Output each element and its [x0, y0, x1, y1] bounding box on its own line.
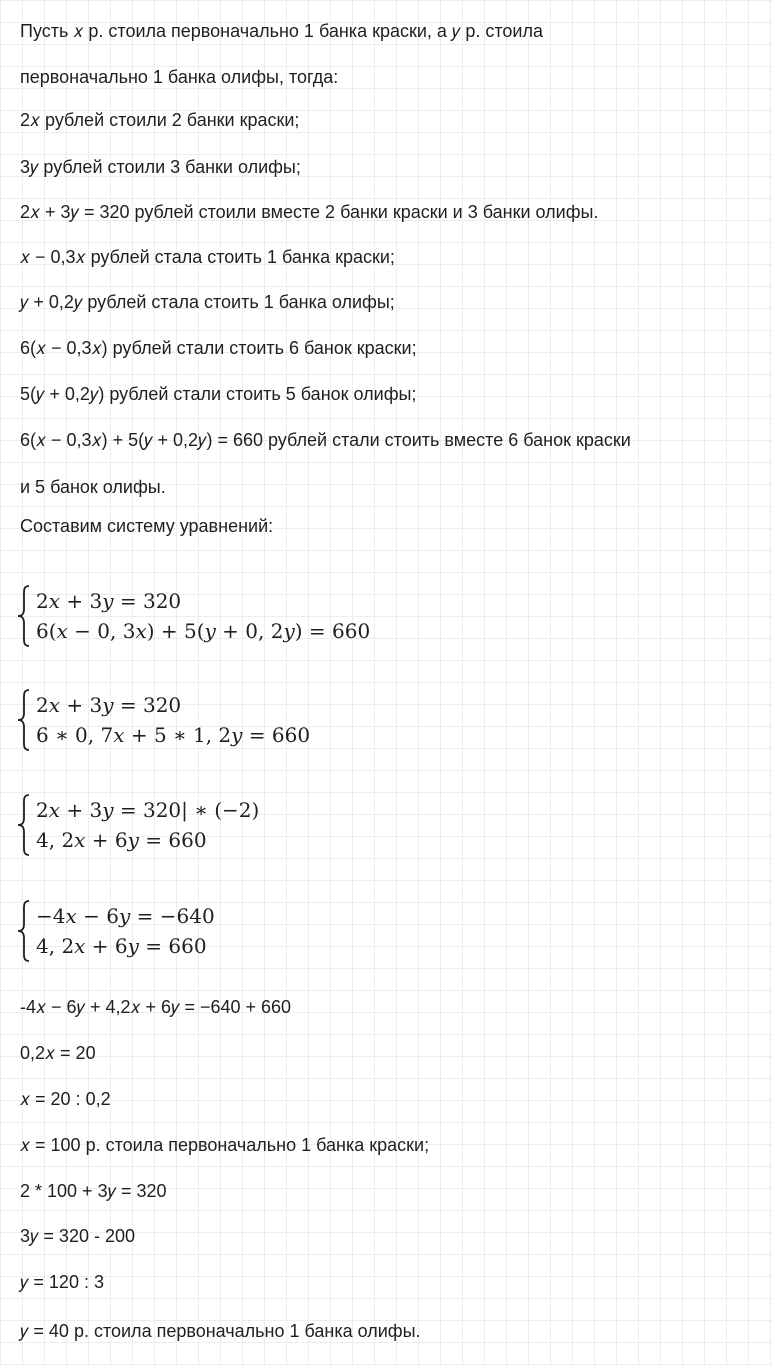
solution-line-8: 𝑦 = 40 р. стоила первоначально 1 банка олифы.: [20, 1321, 421, 1341]
equation-2: 6 ∗ 0, 7𝑥 + 5 ∗ 1, 2𝑦 = 660: [36, 723, 311, 747]
text-line-3: 2𝑥 рублей стоили 2 банки краски;: [20, 110, 300, 130]
brace-icon: [16, 585, 32, 647]
solution-line-5: 2 * 100 + 3𝑦 = 320: [20, 1181, 167, 1201]
equation-2: 4, 2𝑥 + 6𝑦 = 660: [36, 934, 207, 958]
solution-line-6: 3𝑦 = 320 - 200: [20, 1226, 135, 1246]
equation-1: 2𝑥 + 3𝑦 = 320: [36, 693, 182, 717]
text-line-6: 𝑥 − 0,3𝑥 рублей стала стоить 1 банка краски;: [20, 247, 395, 267]
text-line-5: 2𝑥 + 3𝑦 = 320 рублей стоили вместе 2 банки краски и 3 банки олифы.: [20, 202, 599, 222]
text-line-12: Составим систему уравнений:: [20, 516, 274, 536]
equation-system-4: [16, 900, 576, 964]
equation-system-3: [16, 794, 576, 858]
text-line-11: и 5 банок олифы.: [20, 477, 166, 497]
equation-system-2: [16, 689, 576, 753]
solution-line-1: -4𝑥 − 6𝑦 + 4,2𝑥 + 6𝑦 = −640 + 660: [20, 997, 292, 1017]
solution-line-3: 𝑥 = 20 : 0,2: [20, 1089, 111, 1109]
brace-icon: [16, 794, 32, 856]
equation-1: −4𝑥 − 6𝑦 = −640: [36, 904, 215, 928]
equation-system-1: [16, 585, 576, 649]
equation-2: 6(𝑥 − 0, 3𝑥) + 5(𝑦 + 0, 2𝑦) = 660: [36, 619, 371, 643]
solution-line-2: 0,2𝑥 = 20: [20, 1043, 96, 1063]
text-line-8: 6(𝑥 − 0,3𝑥) рублей стали стоить 6 банок краски;: [20, 338, 417, 358]
equation-2: 4, 2𝑥 + 6𝑦 = 660: [36, 828, 207, 852]
solution-line-7: 𝑦 = 120 : 3: [20, 1272, 104, 1292]
text-line-10: 6(𝑥 − 0,3𝑥) + 5(𝑦 + 0,2𝑦) = 660 рублей стали стоить вместе 6 банок краски: [20, 430, 631, 450]
solution-line-4: 𝑥 = 100 р. стоила первоначально 1 банка краски;: [20, 1135, 430, 1155]
text-line-9: 5(𝑦 + 0,2𝑦) рублей стали стоить 5 банок олифы;: [20, 384, 417, 404]
text-line-2: первоначально 1 банка олифы, тогда:: [20, 67, 339, 87]
equation-1: 2𝑥 + 3𝑦 = 320: [36, 589, 182, 613]
brace-icon: [16, 689, 32, 751]
equation-1: 2𝑥 + 3𝑦 = 320| ∗ (−2): [36, 798, 260, 822]
text-line-1: Пусть 𝑥 р. стоила первоначально 1 банка краски, а 𝑦 р. стоила: [20, 21, 543, 41]
brace-icon: [16, 900, 32, 962]
text-line-4: 3𝑦 рублей стоили 3 банки олифы;: [20, 157, 301, 177]
text-line-7: 𝑦 + 0,2𝑦 рублей стала стоить 1 банка олифы;: [20, 292, 395, 312]
